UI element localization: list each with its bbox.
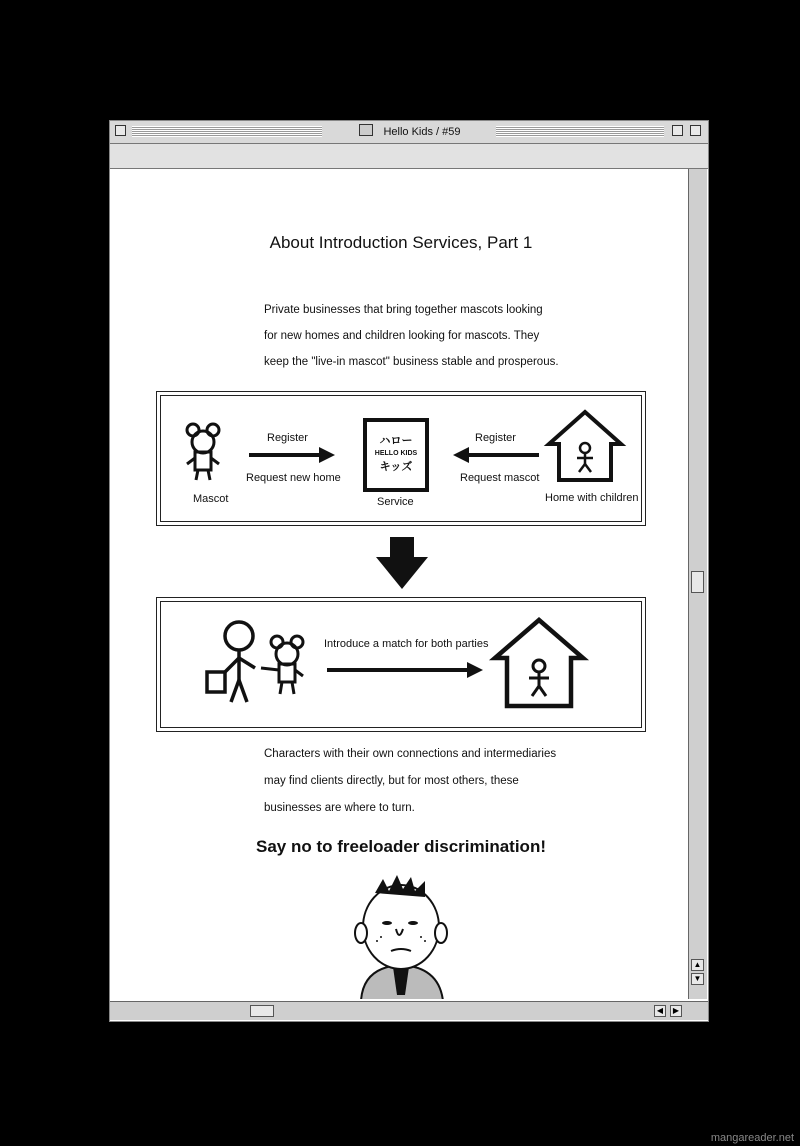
intro-line: Private businesses that bring together mascots looking	[264, 304, 543, 316]
horizontal-scroll-thumb[interactable]	[250, 1005, 274, 1017]
closing-line: businesses are where to turn.	[264, 802, 415, 814]
house-icon	[495, 620, 583, 706]
mascot-bear-icon	[261, 636, 303, 694]
service-label: Service	[377, 496, 414, 508]
vertical-scroll-thumb[interactable]	[691, 571, 704, 593]
intro-line: for new homes and children looking for mascots. They	[264, 330, 540, 342]
vertical-scrollbar[interactable]	[688, 169, 707, 999]
old-man-character-illustration	[341, 867, 461, 999]
closing-line: may find clients directly, but for most others, these	[264, 775, 519, 787]
closing-line: Characters with their own connections and intermediaries	[264, 748, 557, 760]
slogan-heading: Say no to freeloader discrimination!	[255, 837, 546, 856]
horizontal-scrollbar[interactable]	[110, 1001, 708, 1020]
app-window	[109, 120, 709, 1022]
home-with-children-label: Home with children	[545, 492, 639, 504]
service-sign-icon	[365, 420, 427, 490]
introduce-label: Introduce a match for both parties	[324, 638, 489, 650]
registration-diagram	[156, 391, 646, 526]
scroll-down-arrow-icon[interactable]: ▼	[691, 973, 704, 985]
title-bar[interactable]	[110, 121, 708, 144]
mascot-label: Mascot	[193, 493, 229, 505]
close-box-button[interactable]	[115, 125, 126, 136]
scroll-right-arrow-icon[interactable]: ▶	[670, 1005, 682, 1017]
document-content	[116, 169, 686, 999]
request-home-label: Request new home	[246, 472, 341, 484]
scroll-left-arrow-icon[interactable]: ◀	[654, 1005, 666, 1017]
register-arrow-right	[249, 447, 335, 463]
collapse-box-button[interactable]	[690, 125, 701, 136]
zoom-box-button[interactable]	[672, 125, 683, 136]
register-arrow-left	[453, 447, 539, 463]
register-right-label: Register	[475, 432, 516, 444]
closing-paragraph	[264, 741, 594, 822]
folder-icon	[359, 124, 373, 136]
svg-text:キッズ: キッズ	[379, 460, 413, 473]
svg-text:ハロー: ハロー	[379, 434, 413, 447]
title-bar-stripes	[132, 126, 322, 137]
site-watermark: mangareader.net	[710, 1132, 794, 1144]
svg-text:HELLO KIDS: HELLO KIDS	[374, 450, 418, 457]
down-arrow-icon	[376, 537, 428, 589]
title-bar-stripes-right	[496, 126, 664, 137]
match-diagram	[156, 597, 646, 732]
page-heading: About Introduction Services, Part 1	[269, 233, 533, 252]
house-icon	[549, 412, 621, 480]
request-mascot-label: Request mascot	[460, 472, 540, 484]
introduce-arrow-right	[327, 662, 483, 678]
match-diagram-art	[157, 598, 647, 733]
intro-line: keep the "live-in mascot" business stable and prosperous.	[264, 356, 559, 368]
intro-paragraph	[264, 297, 594, 375]
register-left-label: Register	[267, 432, 308, 444]
window-title: Hello Kids / #59	[330, 124, 490, 140]
person-with-suitcase-icon	[207, 622, 255, 702]
mascot-bear-icon	[187, 424, 219, 480]
window-header-bar	[110, 144, 708, 169]
scroll-up-arrow-icon[interactable]: ▲	[691, 959, 704, 971]
